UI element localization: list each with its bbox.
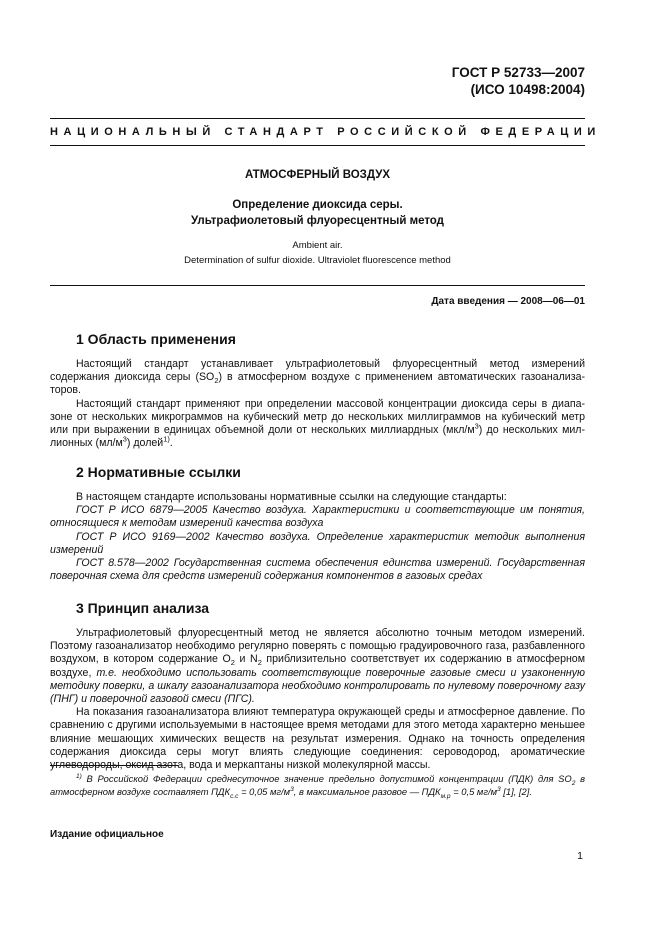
title-rule: [50, 285, 585, 286]
iso-number: (ИСО 10498:2004): [470, 82, 585, 97]
section-3-body: [50, 627, 585, 772]
section-3-heading: 3 Принцип анализа: [76, 600, 209, 616]
standard-designation: [452, 64, 585, 98]
normative-reference: ГОСТ Р ИСО 6879—2005 Качество воздуха. Характеристики и соответствующие им понятия, относящиеся к методам измерений качества воздуха: [50, 504, 585, 530]
paragraph: В настоящем стандарте использованы нормативные ссылки на следующие стандарты:: [76, 491, 507, 503]
top-rule: [50, 118, 585, 119]
english-title-line-1: Ambient air.: [292, 240, 343, 251]
official-edition-note: Издание официальное: [50, 829, 164, 840]
introduction-date: Дата введения — 2008—06—01: [431, 296, 585, 307]
paragraph: Настоящий стандарт устанавливает ультрафиолетовый флуоресцентный метод измерений содержания диоксида серы $(SO_2)$ в атмосферном воздухе с применением автоматических газоанализаторов.: [50, 358, 585, 397]
footnote-reference: 1): [163, 434, 170, 444]
subtitle-line-1: Определение диоксида серы.: [232, 199, 403, 211]
normative-reference: ГОСТ Р ИСО 9169—2002 Качество воздуха. Определение характеристик методик выполнения измерений: [50, 530, 585, 556]
normative-reference: ГОСТ 8.578—2002 Государственная система обеспечения единства измерений. Государственная поверочная схема для средств измерений содержания компонентов в газовых средах: [50, 557, 585, 583]
gost-number: ГОСТ Р 52733—2007: [451, 65, 585, 80]
english-title-line-2: Determination of sulfur dioxide. Ultraviolet fluorescence method: [184, 255, 451, 266]
document-title: АТМОСФЕРНЫЙ ВОЗДУХ: [244, 169, 391, 181]
section-2-body: [50, 491, 585, 583]
page-number: 1: [577, 850, 583, 862]
paragraph: Настоящий стандарт применяют при определении массовой концентрации диоксида серы в диапазоне от нескольких микрограммов на кубический метр до нескольких миллиграммов на кубический метр или при выражении в единицах объемной доли от нескольких миллиардных $(мкл/м^3)$ до нескольких миллионных $(мл/м^3)$ долей$^{1)}$.: [50, 397, 585, 450]
footnote: $^{1)}$ В Российской Федерации среднесуточное значение предельно допустимой концентрации (ПДК) для $SO_2$ в атмосферном воздухе составляет $ПДК_{с.с} = 0,05$ $мг/м^3$, в максимальное разовое — $ПДК_{м.р} = 0,5$ $мг/м^3$ [1], [2].: [50, 772, 586, 800]
paragraph: На показания газоанализатора влияют температура окружающей среды и атмосферное давление. По сравнению с другими используемыми в настоящее время методами для этого метода характерно меньшее влияние мешающих химических веществ на результат измерения. Однако на точность определения содержания диоксида серы могут влиять следующие соединения: сероводород, ароматические углеводороды, оксид азота, вода и меркаптаны низкой молекулярной массы.: [50, 706, 585, 772]
subtitle-line-2: Ультрафиолетовый флуоресцентный метод: [191, 215, 444, 227]
english-title: [50, 238, 585, 268]
section-1-heading: 1 Область применения: [76, 331, 236, 347]
footnote-separator: [50, 765, 178, 766]
paragraph: Ультрафиолетовый флуоресцентный метод не является абсолютно точным методом измерений. Поэтому газоанализатор необходимо регулярно поверять с помощью градуировочного газа, разбавленного воздухом, в котором содержание $O_2$ и $N_2$ приблизительно соответствует их содержанию в атмосферном воздухе, т.е. необходимо использовать соответствующие поверочные газовые смеси и узаконенную методику поверки, а шкалу газоанализатора необходимо контролировать по нулевому поверочному газу (ПНГ) и поверочной газовой смеси (ПГС).: [50, 627, 586, 706]
national-standard-banner: НАЦИОНАЛЬНЫЙ СТАНДАРТ РОССИЙСКОЙ ФЕДЕРАЦИИ: [50, 126, 601, 138]
section-2-heading: 2 Нормативные ссылки: [76, 464, 241, 480]
banner-rule: [50, 145, 585, 146]
document-subtitle: [50, 197, 585, 229]
section-1-body: [50, 358, 585, 450]
